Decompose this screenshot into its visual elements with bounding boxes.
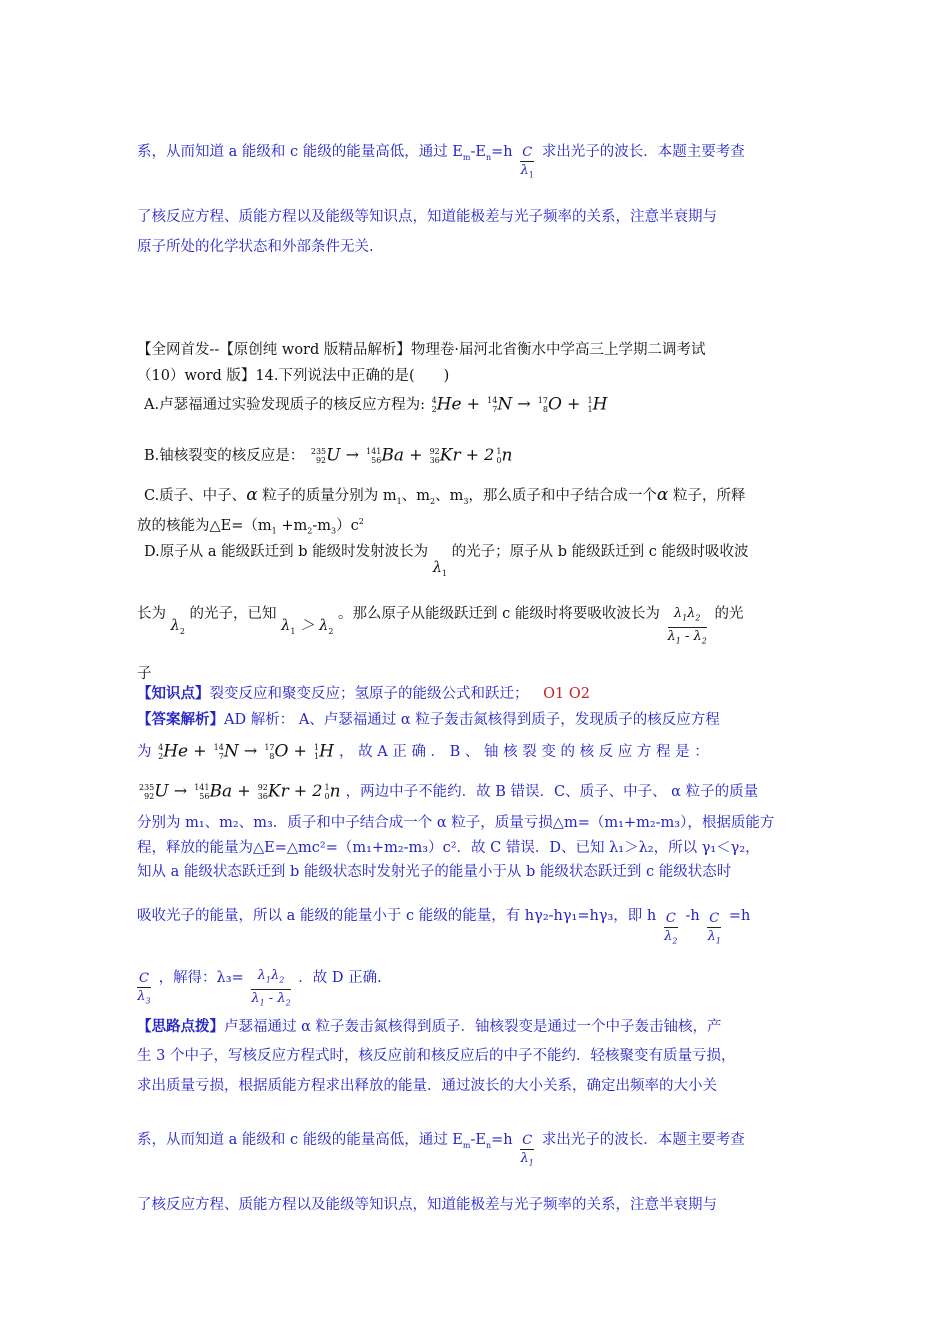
text: 裂变反应和聚变反应；氢原子的能级公式和跃迁； — [209, 686, 529, 702]
text: +m — [276, 517, 308, 534]
text: 系，从而知道 a 能级和 c 能级的能量高低，通过 E — [137, 144, 463, 160]
text: 卢瑟福通过 α 粒子轰击氮核得到质子．铀核裂变是通过一个中子轰击铀核，产 — [224, 1019, 722, 1035]
answer-line-4: 分别为 m₁、m₂、m₃．质子和中子结合成一个 α 粒子，质量亏损△m=（m₁+m₂-m₃），根据质能方 — [137, 815, 775, 831]
text: ， 故 A 正 确 ． B 、 铀 核 裂 变 的 核 反 应 方 程 是 ： — [339, 744, 709, 760]
hint-line-5: 了核反应方程、质能方程以及能级等知识点，知道能极差与光子频率的关系，注意半衰期与 — [137, 1197, 717, 1213]
option-d-line-1: D.原子从 a 能级跃迁到 b 能级时发射波长为 $\lambda_1$ 的光子；原子从 b 能级跃迁到 c 能级时吸收波 — [144, 544, 749, 578]
text: ）c — [336, 517, 359, 534]
text: 放的核能为△E=（m — [137, 517, 272, 534]
fraction-lambda: $\frac{\lambda_1\lambda_2}{\lambda_1 - \lambda_2}$ — [667, 606, 707, 646]
knowledge-line — [137, 684, 590, 704]
text: 为 — [137, 744, 152, 760]
question-title-1: 【全网首发--【原创纯 word 版精品解析】物理卷·届河北省衡水中学高三上学期二调考试 — [137, 342, 706, 358]
top-line-3: 原子所处的化学状态和外部条件无关. — [137, 239, 374, 255]
hint-line-3: 求出质量亏损，根据质能方程求出释放的能量．通过波长的大小关系，确定出频率的大小关 — [137, 1078, 717, 1094]
text: 系，从而知道 a 能级和 c 能级的能量高低，通过 E — [137, 1132, 463, 1148]
fraction-c-lambda1: $\frac{C}{\lambda_1}$ — [520, 1133, 534, 1168]
reaction-equation-a: 4 2He + 14 7N → 17 8O + 1 1H — [431, 394, 608, 415]
answer-line-3 — [137, 781, 758, 802]
option-c-line-2: 放的核能为$\triangle E=(m_1 +m_2-m_3)c^2$ — [137, 517, 364, 536]
text: ，两边中子不能约．故 B 错误．C、质子、中子、 α 粒子的质量 — [345, 784, 759, 800]
text: 求出光子的波长．本题主要考查 — [541, 1132, 745, 1148]
fraction-c-lambda3: $\frac{C}{\lambda_3}$ — [137, 971, 151, 1006]
text: 。那么原子从能级跃迁到 c 能级时将要吸收波长为 — [338, 606, 660, 622]
text: ，解得：λ₃= — [158, 970, 244, 986]
text: 求出光子的波长．本题主要考查 — [541, 144, 745, 160]
text: -h — [685, 908, 700, 924]
answer-line-2 — [137, 741, 709, 762]
text: 、m — [435, 488, 464, 504]
text: -E — [470, 1132, 486, 1148]
fraction-c-lambda2: $\frac{C}{\lambda_2}$ — [664, 911, 678, 946]
answer-line-7 — [137, 906, 750, 951]
text: 、m — [401, 488, 430, 504]
text: 长为 — [137, 606, 166, 622]
fraction-lambda3-result: $\frac{\lambda_1\lambda_2}{\lambda_1 - \lambda_2}$ — [251, 968, 291, 1008]
text: -m — [312, 517, 331, 534]
text: -E — [470, 144, 486, 160]
knowledge-tag: 【知识点】 — [137, 685, 210, 702]
option-c-line-1: C.质子、中子、α 粒子的质量分别为 $m_1$、$m_2$、$m_3$，那么质子和中子结合成一个α 粒子，所释 — [144, 485, 746, 506]
knowledge-codes: O1 O2 — [543, 686, 590, 702]
answer-line-5: 程，释放的能量为△E=△mc²=（m₁+m₂-m₃）c²．故 C 错误．D、已知 λ₁＞λ₂，所以 γ₁＜γ₂， — [137, 840, 760, 856]
option-d-line-2: 长为 $\lambda_2$ 的光子，已知 $\lambda_1 > \lambda_2$ 。那么原子从能级跃迁到 c 能级时将要吸收波长为 $\frac{\lambda_1\lambda_2}{\lambda_1 - \lambda_2}$ 的光 — [137, 604, 743, 651]
text: 的光子；原子从 b 能级跃迁到 c 能级时吸收波 — [451, 544, 749, 560]
answer-line-8 — [137, 968, 382, 1013]
text: 的光 — [714, 606, 744, 622]
text: 粒子的质量分别为 m — [262, 488, 397, 504]
question-title-2: （10）word 版】14.下列说法中正确的是( ) — [137, 368, 450, 384]
text: C.质子、中子、 — [144, 488, 247, 504]
answer-tag: 【答案解析】 — [137, 711, 224, 728]
answer-line-6: 知从 a 能级状态跃迁到 b 能级状态时发射光子的能量小于从 b 能级状态跃迁到 c 能级状态时 — [137, 864, 732, 880]
reaction-equation-b: 235 92U → 141 56Ba + 92 36Kr + 2 1 0n — [139, 781, 341, 802]
hint-tag: 【思路点拨】 — [137, 1018, 224, 1035]
option-a — [144, 394, 607, 415]
text: 粒子，所释 — [673, 488, 746, 504]
text: AD 解析： A、卢瑟福通过 α 粒子轰击氮核得到质子，发现质子的核反应方程 — [224, 712, 720, 728]
fraction-c-lambda1: $\frac{C}{\lambda_1}$ — [520, 145, 534, 180]
answer-line-1 — [137, 710, 720, 730]
option-d-line-3: 子 — [137, 666, 152, 682]
text: 吸收光子的能量，所以 a 能级的能量小于 c 能级的能量，有 hγ₂-hγ₁=hγ₃，即 h — [137, 908, 657, 924]
text: D.原子从 a 能级跃迁到 b 能级时发射波长为 — [144, 544, 429, 560]
text: =h — [728, 908, 751, 924]
top-line-1: 系，从而知道 a 能级和 c 能级的能量高低，通过 $E_m-E_n=h$ $\frac{C}{\lambda_1}$ 求出光子的波长．本题主要考查 — [137, 142, 745, 185]
hint-line-4: 系，从而知道 a 能级和 c 能级的能量高低，通过 $E_m-E_n=h$ $\frac{C}{\lambda_1}$ 求出光子的波长．本题主要考查 — [137, 1130, 745, 1173]
fraction-c-lambda1: $\frac{C}{\lambda_1}$ — [707, 911, 721, 946]
text: B.铀核裂变的核反应是： — [144, 448, 305, 464]
text: 的光子，已知 — [189, 606, 277, 622]
text: =h — [491, 1132, 513, 1148]
top-line-2: 了核反应方程、质能方程以及能级等知识点，知道能极差与光子频率的关系，注意半衰期与 — [137, 209, 717, 225]
text: =h — [491, 144, 513, 160]
hint-line-2: 生 3 个中子，写核反应方程式时，核反应前和核反应后的中子不能约．轻核聚变有质量亏损， — [137, 1048, 736, 1064]
hint-line-1 — [137, 1017, 722, 1037]
text: A.卢瑟福通过实验发现质子的核反应方程为: — [144, 397, 425, 413]
reaction-equation-a: 4 2He + 14 7N → 17 8O + 1 1H — [158, 741, 334, 762]
option-b — [144, 445, 512, 466]
reaction-equation-b: 235 92U → 141 56Ba + 92 36Kr + 2 1 0n — [310, 445, 513, 466]
text: ．故 D 正确. — [298, 970, 382, 986]
text: ，那么质子和中子结合成一个 — [468, 488, 657, 504]
